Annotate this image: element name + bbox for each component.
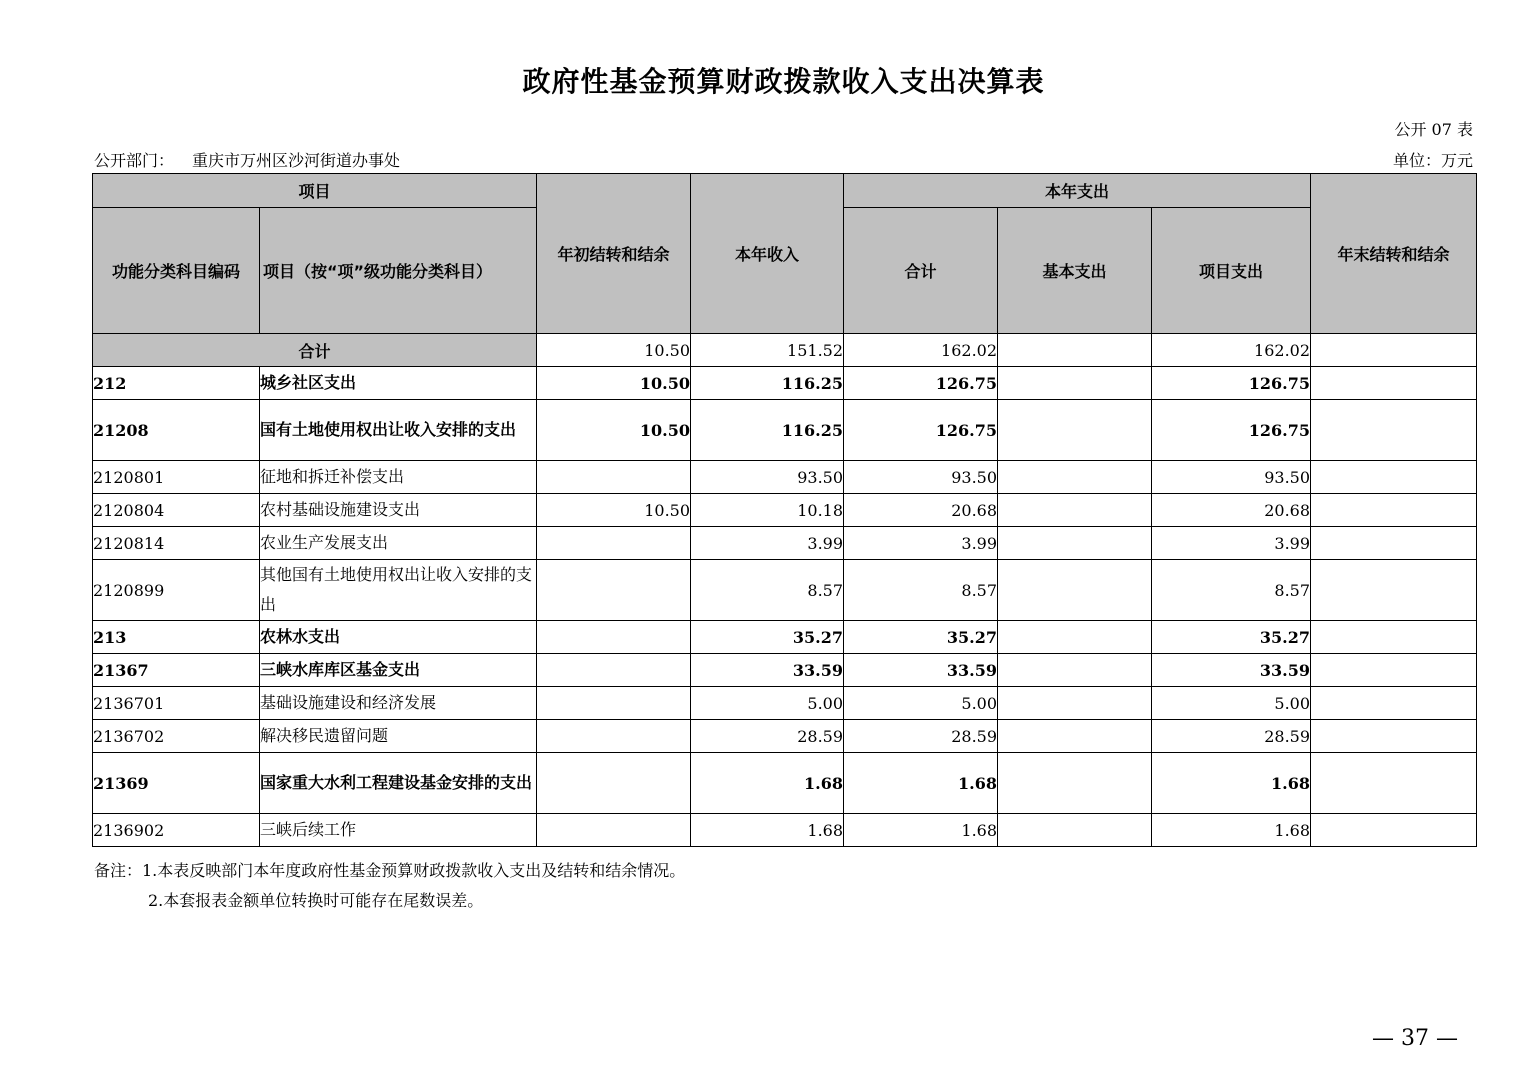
cell-name: 国家重大水利工程建设基金安排的支出 xyxy=(260,753,537,814)
cell-end xyxy=(1311,400,1477,461)
cell-exp-basic xyxy=(998,461,1152,494)
cell-end xyxy=(1311,560,1477,621)
cell-end xyxy=(1311,527,1477,560)
cell-income: 33.59 xyxy=(691,654,844,687)
cell-code: 21367 xyxy=(93,654,260,687)
cell-exp-project: 162.02 xyxy=(1152,334,1311,367)
cell-name: 解决移民遗留问题 xyxy=(260,720,537,753)
header-name: 项目（按“项”级功能分类科目） xyxy=(260,208,537,334)
table-row xyxy=(93,367,1477,400)
cell-begin: 10.50 xyxy=(537,400,691,461)
table-row xyxy=(93,687,1477,720)
cell-exp-basic xyxy=(998,560,1152,621)
cell-begin xyxy=(537,687,691,720)
cell-exp-total: 28.59 xyxy=(844,720,998,753)
cell-code: 21208 xyxy=(93,400,260,461)
note-1: 备注：1.本表反映部门本年度政府性基金预算财政拨款收入支出及结转和结余情况。 xyxy=(94,861,686,880)
table-row xyxy=(93,814,1477,847)
header-item: 项目 xyxy=(93,174,537,208)
table-row xyxy=(93,494,1477,527)
report-table xyxy=(92,173,1477,847)
cell-end xyxy=(1311,621,1477,654)
cell-end xyxy=(1311,720,1477,753)
cell-code: 213 xyxy=(93,621,260,654)
cell-exp-total: 93.50 xyxy=(844,461,998,494)
table-row xyxy=(93,621,1477,654)
cell-name: 农村基础设施建设支出 xyxy=(260,494,537,527)
cell-begin xyxy=(537,720,691,753)
cell-income: 28.59 xyxy=(691,720,844,753)
cell-exp-project: 93.50 xyxy=(1152,461,1311,494)
cell-exp-basic xyxy=(998,753,1152,814)
cell-exp-project: 5.00 xyxy=(1152,687,1311,720)
cell-income: 116.25 xyxy=(691,367,844,400)
table-row xyxy=(93,400,1477,461)
cell-code: 2136902 xyxy=(93,814,260,847)
cell-end xyxy=(1311,687,1477,720)
department-label: 公开部门： xyxy=(94,151,175,170)
table-row xyxy=(93,461,1477,494)
table-row xyxy=(93,560,1477,621)
cell-income: 93.50 xyxy=(691,461,844,494)
cell-end xyxy=(1311,814,1477,847)
header-end-balance: 年末结转和结余 xyxy=(1311,174,1477,334)
cell-exp-total: 35.27 xyxy=(844,621,998,654)
cell-name: 农业生产发展支出 xyxy=(260,527,537,560)
cell-begin xyxy=(537,654,691,687)
cell-code: 2136701 xyxy=(93,687,260,720)
total-label: 合计 xyxy=(93,334,537,367)
department-line xyxy=(94,148,400,171)
note-2: 2.本套报表金额单位转换时可能存在尾数误差。 xyxy=(148,891,484,910)
header-income: 本年收入 xyxy=(691,174,844,334)
table-row xyxy=(93,753,1477,814)
page-number: — 37 — xyxy=(1372,1026,1458,1051)
cell-name: 基础设施建设和经济发展 xyxy=(260,687,537,720)
cell-exp-project: 8.57 xyxy=(1152,560,1311,621)
cell-exp-total: 126.75 xyxy=(844,367,998,400)
cell-exp-basic xyxy=(998,367,1152,400)
cell-exp-basic xyxy=(998,720,1152,753)
cell-exp-project: 1.68 xyxy=(1152,753,1311,814)
cell-name: 三峡后续工作 xyxy=(260,814,537,847)
cell-begin: 10.50 xyxy=(537,494,691,527)
department-name: 重庆市万州区沙河街道办事处 xyxy=(192,151,401,170)
cell-begin xyxy=(537,814,691,847)
cell-code: 2136702 xyxy=(93,720,260,753)
cell-income: 8.57 xyxy=(691,560,844,621)
cell-exp-project: 20.68 xyxy=(1152,494,1311,527)
cell-name: 三峡水库库区基金支出 xyxy=(260,654,537,687)
cell-exp-basic xyxy=(998,334,1152,367)
cell-begin xyxy=(537,621,691,654)
cell-exp-project: 126.75 xyxy=(1152,367,1311,400)
cell-code: 2120814 xyxy=(93,527,260,560)
cell-end xyxy=(1311,367,1477,400)
cell-name: 国有土地使用权出让收入安排的支出 xyxy=(260,400,537,461)
cell-income: 5.00 xyxy=(691,687,844,720)
cell-exp-total: 126.75 xyxy=(844,400,998,461)
cell-exp-basic xyxy=(998,400,1152,461)
cell-exp-total: 8.57 xyxy=(844,560,998,621)
cell-name: 其他国有土地使用权出让收入安排的支出 xyxy=(260,560,537,621)
header-code: 功能分类科目编码 xyxy=(93,208,260,334)
cell-end xyxy=(1311,461,1477,494)
cell-code: 2120899 xyxy=(93,560,260,621)
cell-exp-total: 3.99 xyxy=(844,527,998,560)
cell-exp-total: 162.02 xyxy=(844,334,998,367)
cell-end xyxy=(1311,654,1477,687)
header-expense-total: 合计 xyxy=(844,208,998,334)
cell-exp-project: 28.59 xyxy=(1152,720,1311,753)
cell-code: 2120804 xyxy=(93,494,260,527)
cell-name: 征地和拆迁补偿支出 xyxy=(260,461,537,494)
cell-exp-basic xyxy=(998,527,1152,560)
table-row xyxy=(93,527,1477,560)
cell-code: 212 xyxy=(93,367,260,400)
cell-begin xyxy=(537,560,691,621)
cell-exp-basic xyxy=(998,814,1152,847)
cell-exp-basic xyxy=(998,654,1152,687)
cell-begin: 10.50 xyxy=(537,334,691,367)
cell-exp-total: 20.68 xyxy=(844,494,998,527)
cell-exp-basic xyxy=(998,494,1152,527)
cell-income: 1.68 xyxy=(691,814,844,847)
cell-exp-total: 1.68 xyxy=(844,814,998,847)
header-begin-balance: 年初结转和结余 xyxy=(537,174,691,334)
cell-income: 151.52 xyxy=(691,334,844,367)
cell-begin: 10.50 xyxy=(537,367,691,400)
cell-exp-project: 33.59 xyxy=(1152,654,1311,687)
cell-income: 1.68 xyxy=(691,753,844,814)
table-row xyxy=(93,720,1477,753)
cell-begin xyxy=(537,753,691,814)
cell-begin xyxy=(537,461,691,494)
cell-income: 116.25 xyxy=(691,400,844,461)
cell-income: 35.27 xyxy=(691,621,844,654)
cell-code: 21369 xyxy=(93,753,260,814)
cell-exp-basic xyxy=(998,687,1152,720)
table-row xyxy=(93,654,1477,687)
cell-exp-basic xyxy=(998,621,1152,654)
cell-exp-total: 33.59 xyxy=(844,654,998,687)
cell-income: 3.99 xyxy=(691,527,844,560)
cell-exp-project: 3.99 xyxy=(1152,527,1311,560)
cell-exp-total: 1.68 xyxy=(844,753,998,814)
cell-exp-project: 1.68 xyxy=(1152,814,1311,847)
table-number: 公开 07 表 xyxy=(1394,120,1473,139)
header-expense-group: 本年支出 xyxy=(844,174,1311,208)
cell-income: 10.18 xyxy=(691,494,844,527)
cell-begin xyxy=(537,527,691,560)
total-row xyxy=(93,334,1477,367)
cell-end xyxy=(1311,753,1477,814)
cell-code: 2120801 xyxy=(93,461,260,494)
cell-end xyxy=(1311,334,1477,367)
cell-name: 农林水支出 xyxy=(260,621,537,654)
cell-exp-project: 35.27 xyxy=(1152,621,1311,654)
cell-end xyxy=(1311,494,1477,527)
cell-exp-project: 126.75 xyxy=(1152,400,1311,461)
cell-exp-total: 5.00 xyxy=(844,687,998,720)
header-expense-basic: 基本支出 xyxy=(998,208,1152,334)
header-expense-project: 项目支出 xyxy=(1152,208,1311,334)
cell-name: 城乡社区支出 xyxy=(260,367,537,400)
unit-label: 单位：万元 xyxy=(1392,151,1473,170)
page-title: 政府性基金预算财政拨款收入支出决算表 xyxy=(522,65,1045,98)
